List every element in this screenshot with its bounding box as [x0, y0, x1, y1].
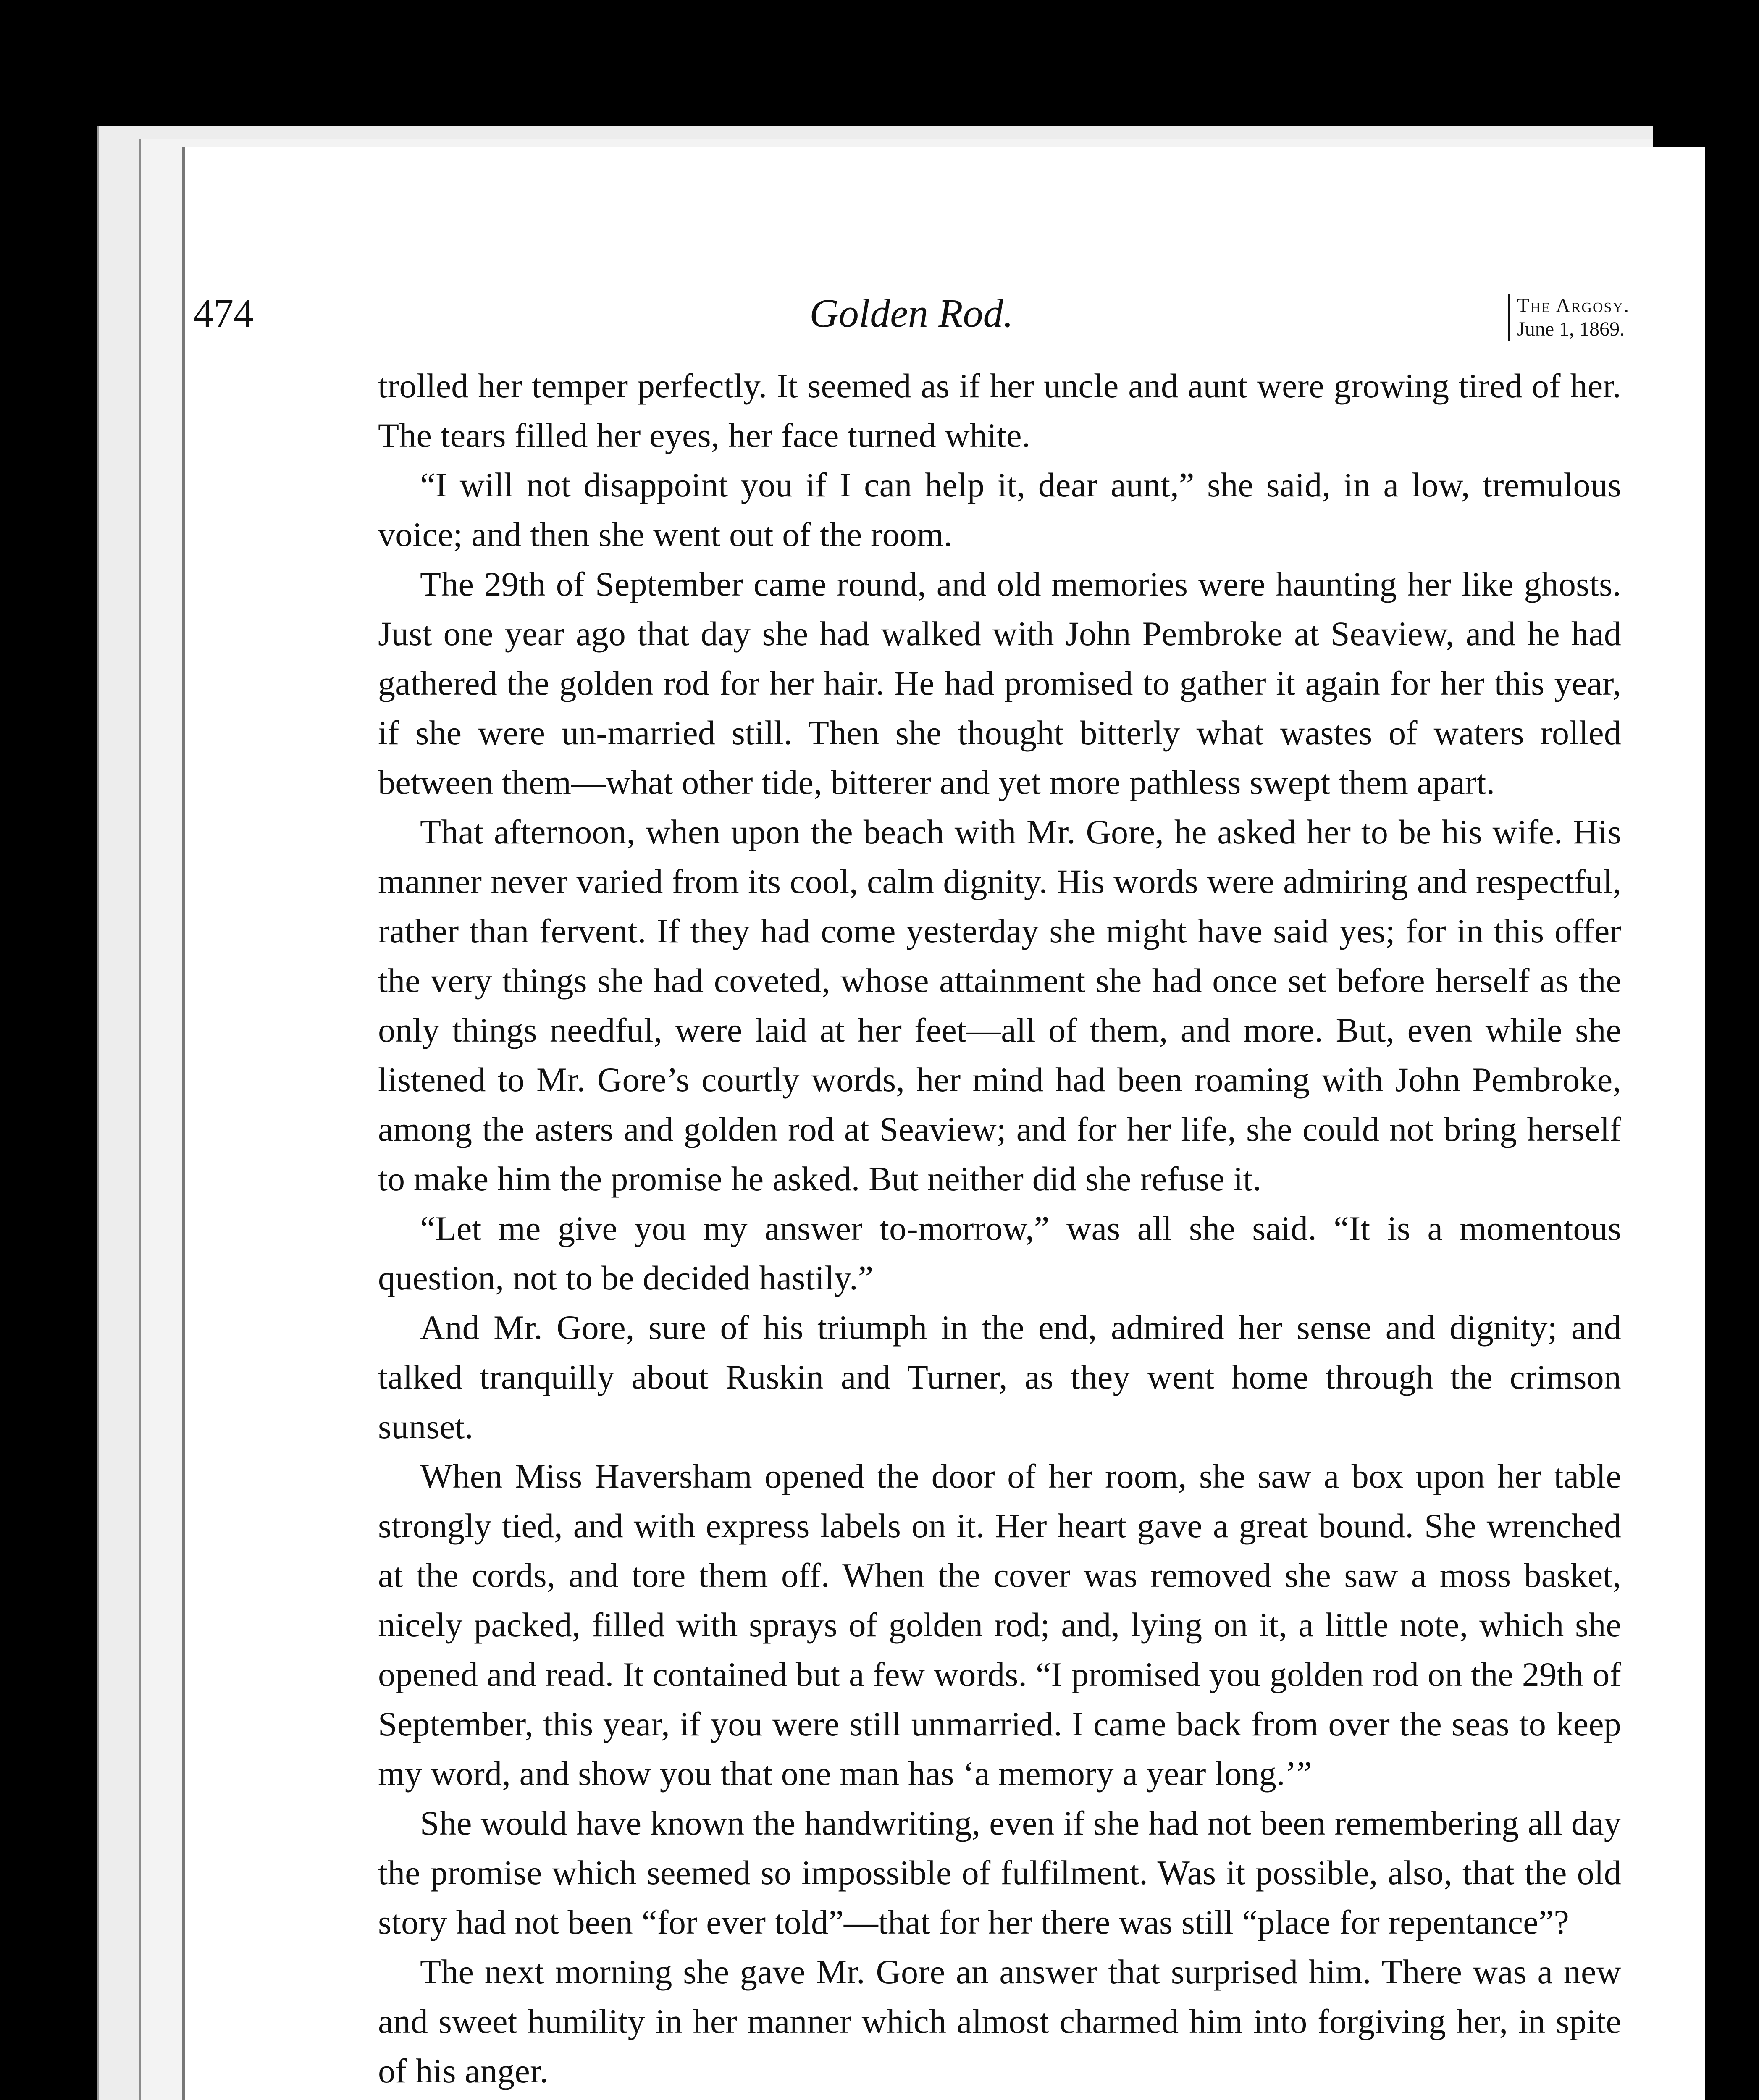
journal-reference	[1508, 294, 1630, 341]
paragraph-continued: trolled her temper perfectly. It seemed as if her uncle and aunt were growing tired of her. The tears filled her eyes, her face turned white.	[378, 367, 1621, 454]
journal-name: The Argosy.	[1517, 294, 1630, 317]
paragraph	[378, 2096, 1621, 2100]
page-header	[193, 290, 1630, 365]
page-number: 474	[193, 291, 254, 336]
journal-date: June 1, 1869.	[1517, 318, 1625, 340]
paragraph: The 29th of September came round, and old memories were haunting her like ghosts. Just one year ago that day she had walked with John Pembroke at Seaview, and he had gathered the golden rod for her hair. He had promised to gather it again for her this year, if she were un-married still. Then she thought bitterly what wastes of waters rolled between them—what other tide, bitterer and yet more pathless swept them apart.	[378, 565, 1621, 801]
paragraph: “I will not disappoint you if I can help it, dear aunt,” she said, in a low, tremulous voice; and then she went out of the room.	[378, 466, 1621, 554]
running-title: Golden Rod.	[809, 291, 1013, 336]
paragraph: She would have known the handwriting, even if she had not been remembering all day the promise which seemed so impossible of fulfilment. Was it possible, also, that the old story had not been “for ever told”—that for her there was still “place for repentance”?	[378, 1804, 1621, 1941]
paragraph: That afternoon, when upon the beach with Mr. Gore, he asked her to be his wife. His manner never varied from its cool, calm dignity. His words were admiring and respectful, rather than fervent. If they had come yesterday she might have said yes; for in this offer the very things she had coveted, whose attainment she had once set before herself as the only things needful, were laid at her feet—all of them, and more. But, even while she listened to Mr. Gore’s courtly words, her mind had been roaming with John Pembroke, among the asters and golden rod at Seaview; and for her life, she could not bring herself to make him the promise he asked. But neither did she refuse it.	[378, 813, 1621, 1198]
paragraph: When Miss Haversham opened the door of her room, she saw a box upon her table strongly tied, and with express labels on it. Her heart gave a great bound. She wrenched at the cords, and tore them off. When the cover was removed she saw a moss basket, nicely packed, filled with sprays of golden rod; and, lying on it, a little note, which she opened and read. It contained but a few words. “I promised you golden rod on the 29th of September, this year, if you were still unmarried. I came back from over the seas to keep my word, and show you that one man has ‘a memory a year long.’”	[378, 1457, 1621, 1793]
body-text	[378, 361, 1621, 2100]
paragraph: The next morning she gave Mr. Gore an answer that surprised him. There was a new and sweet humility in her manner which almost charmed him into forgiving her, in spite of his anger.	[378, 1953, 1621, 2090]
paragraph: “Let me give you my answer to-morrow,” was all she said. “It is a momentous question, not to be decided hastily.”	[378, 1209, 1621, 1297]
paragraph: And Mr. Gore, sure of his triumph in the end, admired her sense and dignity; and talked tranquilly about Ruskin and Turner, as they went home through the crimson sunset.	[378, 1308, 1621, 1446]
